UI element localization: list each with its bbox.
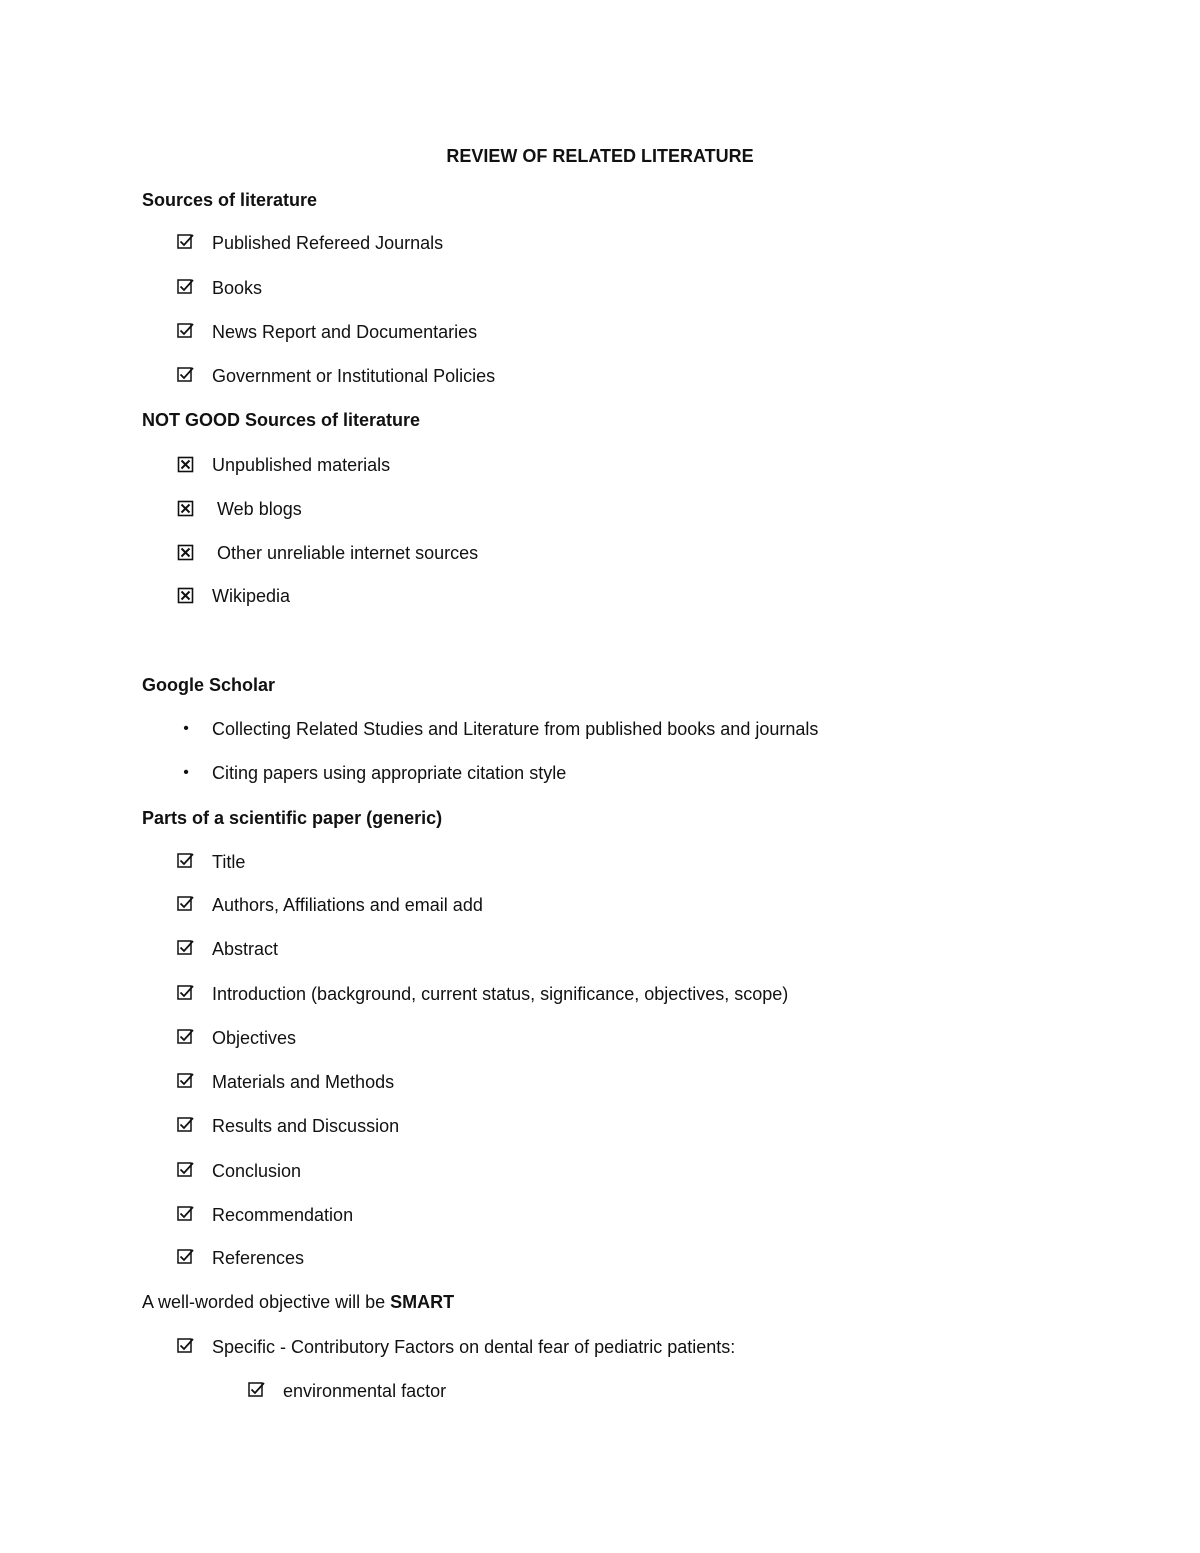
crossed-box-icon xyxy=(177,544,195,562)
list-item-label: Results and Discussion xyxy=(212,1116,400,1136)
list-item-label: Government or Institutional Policies xyxy=(212,366,496,386)
list-item xyxy=(177,1027,297,1049)
checked-box-icon xyxy=(177,1206,195,1224)
list-item xyxy=(177,277,263,299)
list-item-label: Objectives xyxy=(212,1028,297,1048)
checked-box-icon xyxy=(177,279,195,297)
checked-box-icon xyxy=(177,853,195,871)
list-item xyxy=(177,232,444,254)
list-item-label: Specific - Contributory Factors on dental fear of pediatric patients: xyxy=(212,1337,736,1357)
section-heading-google-scholar: Google Scholar xyxy=(142,675,276,695)
checked-box-icon xyxy=(177,940,195,958)
section-heading-sources: Sources of literature xyxy=(142,190,318,210)
list-item-label: Authors, Affiliations and email add xyxy=(212,895,483,915)
list-item-label: References xyxy=(212,1248,305,1268)
list-item xyxy=(177,585,291,607)
list-item xyxy=(177,983,789,1005)
smart-intro xyxy=(142,1291,454,1313)
list-item xyxy=(177,1204,354,1226)
list-item-label: Recommendation xyxy=(212,1205,354,1225)
list-item-label: Conclusion xyxy=(212,1161,302,1181)
list-item-label: Citing papers using appropriate citation style xyxy=(212,763,567,783)
list-item-label: Collecting Related Studies and Literature from published books and journals xyxy=(212,719,819,739)
list-item xyxy=(177,321,478,343)
list-item-label: Title xyxy=(212,852,246,872)
checked-box-icon xyxy=(248,1382,266,1400)
list-item-label: Materials and Methods xyxy=(212,1072,395,1092)
checked-box-icon xyxy=(177,323,195,341)
list-item-label: News Report and Documentaries xyxy=(212,322,478,342)
list-item xyxy=(177,1160,302,1182)
section-heading-parts: Parts of a scientific paper (generic) xyxy=(142,808,443,828)
crossed-box-icon xyxy=(177,456,195,474)
list-item xyxy=(177,1071,395,1093)
list-item xyxy=(177,894,483,916)
list-subitem xyxy=(248,1380,447,1402)
checked-box-icon xyxy=(177,234,195,252)
list-item xyxy=(177,498,302,520)
crossed-box-icon xyxy=(177,587,195,605)
list-subitem-label: environmental factor xyxy=(283,1381,447,1401)
list-item-label: Abstract xyxy=(212,939,279,959)
list-item-label: Introduction (background, current status, significance, objectives, scope) xyxy=(212,984,789,1004)
list-item-label: Other unreliable internet sources xyxy=(212,543,479,563)
list-item xyxy=(177,1336,736,1358)
checked-box-icon xyxy=(177,985,195,1003)
list-item xyxy=(177,1247,305,1269)
list-item-label: Web blogs xyxy=(212,499,302,519)
bullet-icon: • xyxy=(183,720,189,737)
list-item xyxy=(177,718,819,740)
checked-box-icon xyxy=(177,367,195,385)
smart-acronym: SMART xyxy=(390,1292,455,1312)
checked-box-icon xyxy=(177,1249,195,1267)
list-item-label: Wikipedia xyxy=(212,586,291,606)
checked-box-icon xyxy=(177,1117,195,1135)
list-item-label: Books xyxy=(212,278,263,298)
list-item xyxy=(177,762,567,784)
list-item-label: Published Refereed Journals xyxy=(212,233,444,253)
list-item-label: Unpublished materials xyxy=(212,455,391,475)
bullet-icon: • xyxy=(183,764,189,781)
smart-intro-text: A well-worded objective will be xyxy=(142,1292,391,1312)
list-item xyxy=(177,454,391,476)
checked-box-icon xyxy=(177,1073,195,1091)
crossed-box-icon xyxy=(177,500,195,518)
checked-box-icon xyxy=(177,1338,195,1356)
list-item xyxy=(177,365,496,387)
list-item xyxy=(177,1115,400,1137)
list-item xyxy=(177,542,479,564)
checked-box-icon xyxy=(177,1029,195,1047)
list-item xyxy=(177,851,246,873)
checked-box-icon xyxy=(177,896,195,914)
list-item xyxy=(177,938,279,960)
page-title: REVIEW OF RELATED LITERATURE xyxy=(446,146,754,166)
checked-box-icon xyxy=(177,1162,195,1180)
section-heading-not-good: NOT GOOD Sources of literature xyxy=(142,410,421,430)
